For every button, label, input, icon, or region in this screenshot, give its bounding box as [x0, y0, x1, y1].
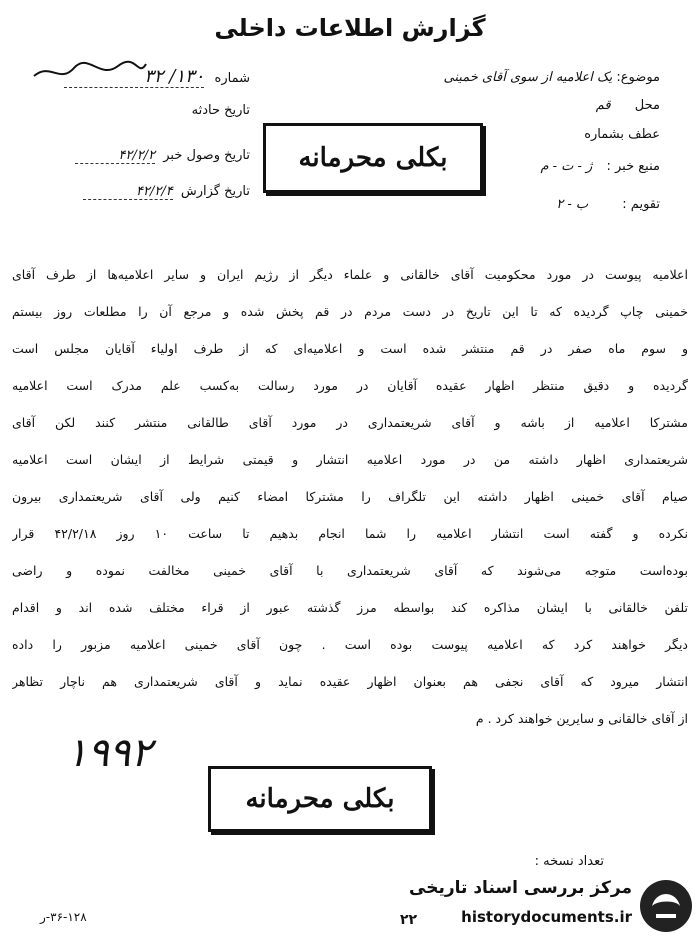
- report-date-value: ۴۲/۲/۴: [83, 184, 173, 200]
- report-date-label: تاریخ گزارش: [180, 184, 250, 199]
- incident-date-label: تاریخ حادثه: [191, 103, 250, 118]
- body-line: تلفن خالقانی با ایشان مذاکره کند بواسطه مرز گذشته عبور از قراء مختلف شده اند و اقدام: [12, 600, 688, 615]
- report-date-row: [40, 184, 250, 200]
- evaluation-label: تقویم :: [622, 197, 660, 212]
- source-value: ژ - ت - م: [540, 159, 593, 174]
- signature-scribble: [30, 58, 150, 86]
- received-date-value: ۴۲/۲/۲: [75, 148, 155, 164]
- location-label: محل: [634, 98, 660, 113]
- copies-label: تعداد نسخه :: [534, 854, 604, 869]
- body-line: مشترکا اعلامیه از باشه و آقای شریعتمداری در مورد آقای طالقانی منتشر کنند لکن آقای: [12, 415, 688, 430]
- source-row: [540, 159, 660, 174]
- body-line: دیگر خواهند کرد که اعلامیه پیوست بوده است . چون آقای خمینی اعلامیه مزبور را داده: [12, 637, 688, 652]
- number-value: ۱۳۰/ ۳۲: [64, 66, 204, 88]
- body-line: و سوم ماه صفر در قم منتشر شده است و اعلامیه‌ای که از طرف اولیاء آقایان مجلس است: [12, 341, 688, 356]
- evaluation-value: ب - ۲: [556, 197, 589, 212]
- archive-emblem-icon: [636, 876, 696, 936]
- body-line: خمینی چاپ گردیده که تا این تاریخ در دست مردم در قم پخش شده و مرجع آن را مطلعات روز بیستم: [12, 304, 688, 319]
- form-code: ۳۶-۱۲۸-ر: [40, 910, 87, 924]
- archive-logo: [410, 872, 700, 947]
- body-line: بوده‌است متوجه می‌شوند که آقای شریعتمداری با آقای خمینی مخالفت نموده و راضی: [12, 563, 688, 578]
- body-line: اعلامیه پیوست در مورد محکومیت آقای خالقانی و علماء دیگر از رژیم ایران و سایر اعلامیه‌ها از طرف آقای: [12, 267, 688, 282]
- subject-label: موضوع:: [616, 70, 660, 85]
- reference-row: [584, 127, 660, 142]
- document-title: گزارش اطلاعات داخلی: [214, 14, 486, 42]
- archive-name: مرکز بررسی اسناد تاریخی: [409, 878, 632, 898]
- page-number: ۲۲: [400, 912, 418, 928]
- bottom-classification-stamp: بکلی محرمانه: [208, 766, 432, 832]
- archive-url: historydocuments.ir: [461, 908, 632, 926]
- received-date-label: تاریخ وصول خبر: [163, 148, 250, 163]
- top-classification-stamp: بکلی محرمانه: [263, 123, 483, 193]
- report-body: [12, 256, 688, 737]
- copies-row: [535, 854, 604, 869]
- body-line: از آقای خالقانی و سایرین خواهند کرد . م: [475, 711, 688, 726]
- handwritten-archive-number: ۱۹۹۲: [66, 730, 152, 776]
- number-label: شماره: [214, 71, 250, 86]
- received-date-row: [40, 148, 250, 164]
- subject-value: یک اعلامیه از سوی آقای خمینی: [443, 70, 613, 85]
- incident-date-row: [40, 103, 250, 118]
- source-label: منبع خبر :: [606, 159, 660, 174]
- location-value: قم: [595, 98, 611, 113]
- body-line: صیام آقای خمینی اظهار داشته این تلگراف را مشترکا امضاء کنیم ولی آقای شریعتمداری بیرون: [12, 489, 688, 504]
- subject-row: [444, 70, 660, 85]
- body-line: شریعتمداری اظهار داشته من در مورد اعلامیه انتشار و قیمتی شرایط از ایشان است اعلامیه: [12, 452, 688, 467]
- body-line: نکرده و گفته است انتشار اعلامیه را شما انجام بدهیم تا ساعت ۱۰ روز ۴۲/۲/۱۸ قرار: [12, 526, 688, 541]
- location-row: [596, 98, 660, 113]
- body-line: گردیده و دقیق منتظر اظهار عقیده آقایان در مورد رسالت به‌کسب علم مدرک است اعلامیه: [12, 378, 688, 393]
- evaluation-row: [556, 197, 660, 212]
- body-line: انتشار میرود که آقای نجفی هم بعنوان اظهار عقیده نماید و آقای شریعتمداری هم ناچار تظاهر: [12, 674, 688, 689]
- reference-label: عطف بشماره: [584, 127, 660, 142]
